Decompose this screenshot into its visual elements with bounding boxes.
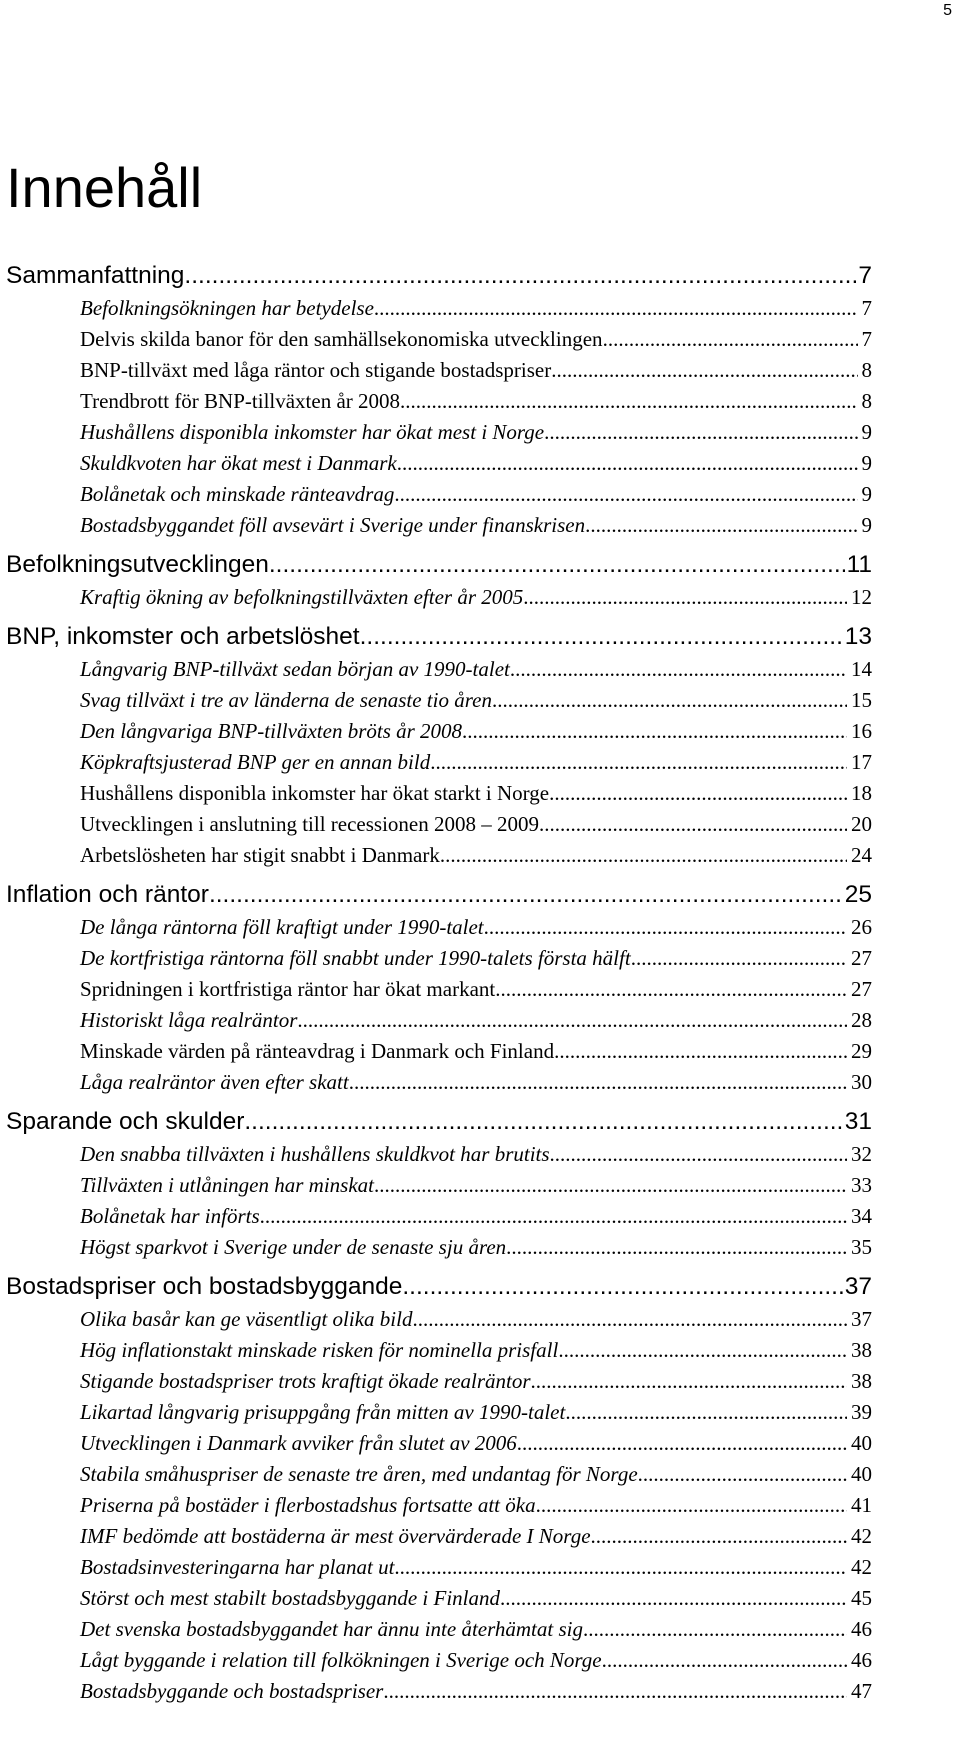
toc-entry-page-number: 38: [851, 1369, 872, 1393]
toc-entry-label: Spridningen i kortfristiga räntor har ökat markant: [80, 977, 496, 1001]
dot-leader: [400, 386, 857, 417]
toc-section[interactable]: [0, 1614, 872, 1645]
toc-entry-page-number: 46: [851, 1617, 872, 1641]
dot-leader: [484, 912, 847, 943]
toc-section[interactable]: [0, 1170, 872, 1201]
toc-entry-label: Likartad långvarig prisuppgång från mitten av 1990-talet: [80, 1400, 566, 1424]
dot-leader: [531, 1366, 847, 1397]
toc-entry-page-number: 8: [861, 358, 872, 382]
page-title: Innehåll: [6, 156, 203, 219]
dot-leader: [558, 1335, 847, 1366]
dot-leader: [374, 293, 858, 324]
dot-leader: [269, 547, 845, 582]
toc-entry-page-number: 40: [851, 1431, 872, 1455]
toc-entry-page-number: 18: [851, 781, 872, 805]
toc-chapter[interactable]: [0, 258, 872, 293]
dot-leader: [394, 1552, 847, 1583]
toc-entry-page-number: 14: [851, 657, 872, 681]
toc-entry-page-number: 7: [861, 296, 872, 320]
dot-leader: [397, 448, 858, 479]
toc-entry-label: De kortfristiga räntorna föll snabbt under 1990-talets första hälft: [80, 946, 631, 970]
toc-entry-page-number: 46: [851, 1648, 872, 1672]
dot-leader: [550, 1139, 847, 1170]
toc-entry-label: Historiskt låga realräntor: [80, 1008, 298, 1032]
dot-leader: [349, 1067, 847, 1098]
dot-leader: [539, 809, 847, 840]
dot-leader: [517, 1428, 847, 1459]
toc-section[interactable]: [0, 386, 872, 417]
dot-leader: [549, 778, 847, 809]
toc-section[interactable]: [0, 1067, 872, 1098]
toc-section[interactable]: [0, 943, 872, 974]
dot-leader: [297, 1005, 847, 1036]
toc-entry-page-number: 33: [851, 1173, 872, 1197]
dot-leader: [554, 1036, 847, 1067]
toc-entry-label: Befolkningsökningen har betydelse: [80, 296, 374, 320]
toc-entry-page-number: 38: [851, 1338, 872, 1362]
toc-entry-page-number: 29: [851, 1039, 872, 1063]
toc-section[interactable]: [0, 1583, 872, 1614]
toc-chapter[interactable]: [0, 547, 872, 582]
toc-section[interactable]: [0, 809, 872, 840]
toc-entry-page-number: 37: [844, 1273, 872, 1300]
dot-leader: [551, 355, 857, 386]
toc-entry-page-number: 25: [844, 881, 872, 908]
toc-entry-label: Delvis skilda banor för den samhällsekonomiska utvecklingen: [80, 327, 603, 351]
toc-section[interactable]: [0, 582, 872, 613]
dot-leader: [510, 654, 847, 685]
table-of-contents: [0, 258, 872, 1707]
toc-entry-page-number: 40: [851, 1462, 872, 1486]
dot-leader: [523, 582, 847, 613]
toc-entry-page-number: 15: [851, 688, 872, 712]
toc-entry-page-number: 9: [861, 513, 872, 537]
dot-leader: [440, 840, 847, 871]
toc-section[interactable]: [0, 912, 872, 943]
toc-entry-label: Arbetslösheten har stigit snabbt i Danmark: [80, 843, 440, 867]
toc-entry-label: Bolånetak och minskade ränteavdrag: [80, 482, 395, 506]
toc-entry-label: Hushållens disponibla inkomster har ökat mest i Norge: [80, 420, 545, 444]
dot-leader: [602, 1645, 847, 1676]
toc-entry-page-number: 9: [861, 482, 872, 506]
toc-entry-label: Minskade värden på ränteavdrag i Danmark och Finland: [80, 1039, 555, 1063]
toc-chapter[interactable]: [0, 619, 872, 654]
dot-leader: [631, 943, 847, 974]
toc-entry-label: IMF bedömde att bostäderna är mest övervärderade I Norge: [80, 1524, 591, 1548]
toc-entry-page-number: 13: [844, 623, 872, 650]
toc-entry-label: Svag tillväxt i tre av länderna de senaste tio åren: [80, 688, 492, 712]
toc-section[interactable]: [0, 778, 872, 809]
toc-section[interactable]: [0, 1459, 872, 1490]
toc-entry-page-number: 11: [846, 551, 872, 578]
toc-entry-label: Skuldkvoten har ökat mest i Danmark: [80, 451, 397, 475]
dot-leader: [585, 510, 857, 541]
toc-entry-page-number: 24: [851, 843, 872, 867]
toc-section[interactable]: [0, 1490, 872, 1521]
toc-entry-label: Sparande och skulder: [6, 1108, 245, 1135]
dot-leader: [495, 974, 847, 1005]
dot-leader: [462, 716, 847, 747]
toc-entry-label: Hög inflationstakt minskade risken för nominella prisfall: [80, 1338, 559, 1362]
toc-entry-label: Priserna på bostäder i flerbostadshus fortsatte att öka: [80, 1493, 536, 1517]
toc-entry-label: Trendbrott för BNP-tillväxten år 2008: [80, 389, 401, 413]
toc-entry-label: Utvecklingen i anslutning till recessionen 2008 – 2009: [80, 812, 540, 836]
dot-leader: [638, 1459, 847, 1490]
toc-section[interactable]: [0, 1397, 872, 1428]
toc-entry-label: Bostadsinvesteringarna har planat ut: [80, 1555, 395, 1579]
toc-entry-label: Låga realräntor även efter skatt: [80, 1070, 349, 1094]
page-number: 5: [943, 2, 952, 19]
toc-section[interactable]: [0, 1335, 872, 1366]
toc-entry-label: Olika basår kan ge väsentligt olika bild: [80, 1307, 413, 1331]
toc-entry-page-number: 16: [851, 719, 872, 743]
toc-entry-page-number: 27: [851, 946, 872, 970]
toc-section[interactable]: [0, 1201, 872, 1232]
toc-section[interactable]: [0, 840, 872, 871]
toc-section[interactable]: [0, 1552, 872, 1583]
toc-section[interactable]: [0, 1428, 872, 1459]
toc-entry-page-number: 34: [851, 1204, 872, 1228]
toc-section[interactable]: [0, 654, 872, 685]
dot-leader: [506, 1232, 847, 1263]
toc-section[interactable]: [0, 293, 872, 324]
toc-entry-label: Stigande bostadspriser trots kraftigt ökade realräntor: [80, 1369, 531, 1393]
toc-entry-label: Utvecklingen i Danmark avviker från slutet av 2006: [80, 1431, 517, 1455]
toc-entry-label: Tillväxten i utlåningen har minskat: [80, 1173, 374, 1197]
toc-section[interactable]: [0, 1232, 872, 1263]
dot-leader: [374, 1170, 847, 1201]
dot-leader: [412, 1304, 847, 1335]
toc-entry-page-number: 8: [861, 389, 872, 413]
dot-leader: [591, 1521, 847, 1552]
toc-entry-label: Sammanfattning: [6, 262, 185, 289]
toc-section[interactable]: [0, 1139, 872, 1170]
dot-leader: [603, 324, 858, 355]
dot-leader: [492, 685, 847, 716]
toc-section[interactable]: [0, 1005, 872, 1036]
dot-leader: [209, 877, 843, 912]
toc-section[interactable]: [0, 355, 872, 386]
toc-entry-label: BNP-tillväxt med låga räntor och stigande bostadspriser: [80, 358, 552, 382]
toc-entry-page-number: 17: [851, 750, 872, 774]
toc-entry-label: Hushållens disponibla inkomster har ökat starkt i Norge: [80, 781, 550, 805]
toc-entry-label: Stabila småhuspriser de senaste tre åren, med undantag för Norge: [80, 1462, 638, 1486]
toc-entry-page-number: 45: [851, 1586, 872, 1610]
toc-entry-page-number: 7: [861, 327, 872, 351]
toc-entry-page-number: 47: [851, 1679, 872, 1703]
dot-leader: [583, 1614, 847, 1645]
toc-entry-label: Befolkningsutvecklingen: [6, 551, 269, 578]
toc-entry-page-number: 41: [851, 1493, 872, 1517]
toc-entry-label: Lågt byggande i relation till folkökningen i Sverige och Norge: [80, 1648, 602, 1672]
toc-section[interactable]: [0, 1676, 872, 1707]
toc-entry-page-number: 27: [851, 977, 872, 1001]
toc-section[interactable]: [0, 1366, 872, 1397]
toc-entry-page-number: 31: [844, 1108, 872, 1135]
toc-section[interactable]: [0, 324, 872, 355]
dot-leader: [184, 258, 856, 293]
toc-entry-label: Det svenska bostadsbyggandet har ännu inte återhämtat sig: [80, 1617, 583, 1641]
toc-entry-label: Bostadsbyggandet föll avsevärt i Sverige under finanskrisen: [80, 513, 586, 537]
toc-entry-page-number: 9: [861, 420, 872, 444]
dot-leader: [244, 1104, 842, 1139]
toc-entry-label: Köpkraftsjusterad BNP ger en annan bild: [80, 750, 431, 774]
dot-leader: [565, 1397, 847, 1428]
toc-section[interactable]: [0, 510, 872, 541]
dot-leader: [383, 1676, 847, 1707]
toc-section[interactable]: [0, 1645, 872, 1676]
toc-entry-label: De långa räntorna föll kraftigt under 1990-talet: [80, 915, 484, 939]
toc-section[interactable]: [0, 1036, 872, 1067]
toc-section[interactable]: [0, 747, 872, 778]
toc-entry-page-number: 12: [851, 585, 872, 609]
toc-chapter[interactable]: [0, 877, 872, 912]
toc-entry-label: Bolånetak har införts: [80, 1204, 260, 1228]
toc-section[interactable]: [0, 716, 872, 747]
toc-entry-page-number: 7: [858, 262, 872, 289]
toc-entry-page-number: 42: [851, 1555, 872, 1579]
dot-leader: [260, 1201, 847, 1232]
toc-entry-label: Den långvariga BNP-tillväxten bröts år 2008: [80, 719, 463, 743]
dot-leader: [402, 1269, 842, 1304]
toc-section[interactable]: [0, 479, 872, 510]
toc-entry-page-number: 32: [851, 1142, 872, 1166]
toc-entry-page-number: 39: [851, 1400, 872, 1424]
toc-entry-page-number: 35: [851, 1235, 872, 1259]
dot-leader: [544, 417, 857, 448]
toc-entry-label: Störst och mest stabilt bostadsbyggande i Finland: [80, 1586, 500, 1610]
toc-chapter[interactable]: [0, 1269, 872, 1304]
toc-section[interactable]: [0, 417, 872, 448]
dot-leader: [394, 479, 857, 510]
toc-entry-label: BNP, inkomster och arbetslöshet: [6, 623, 360, 650]
toc-entry-page-number: 30: [851, 1070, 872, 1094]
toc-entry-label: Långvarig BNP-tillväxt sedan början av 1990-talet: [80, 657, 510, 681]
toc-entry-page-number: 42: [851, 1524, 872, 1548]
toc-entry-page-number: 9: [861, 451, 872, 475]
toc-section[interactable]: [0, 1521, 872, 1552]
toc-section[interactable]: [0, 974, 872, 1005]
toc-section[interactable]: [0, 1304, 872, 1335]
dot-leader: [430, 747, 847, 778]
toc-section[interactable]: [0, 448, 872, 479]
toc-entry-label: Bostadspriser och bostadsbyggande: [6, 1273, 403, 1300]
toc-entry-page-number: 26: [851, 915, 872, 939]
toc-entry-label: Den snabba tillväxten i hushållens skuldkvot har brutits: [80, 1142, 550, 1166]
dot-leader: [360, 619, 843, 654]
toc-entry-label: Bostadsbyggande och bostadspriser: [80, 1679, 384, 1703]
toc-entry-page-number: 37: [851, 1307, 872, 1331]
toc-entry-label: Högst sparkvot i Sverige under de senaste sju åren: [80, 1235, 507, 1259]
toc-entry-label: Inflation och räntor: [6, 881, 209, 908]
toc-entry-page-number: 20: [851, 812, 872, 836]
toc-entry-label: Kraftig ökning av befolkningstillväxten efter år 2005: [80, 585, 524, 609]
toc-entry-page-number: 28: [851, 1008, 872, 1032]
dot-leader: [536, 1490, 847, 1521]
toc-chapter[interactable]: [0, 1104, 872, 1139]
dot-leader: [500, 1583, 847, 1614]
toc-section[interactable]: [0, 685, 872, 716]
